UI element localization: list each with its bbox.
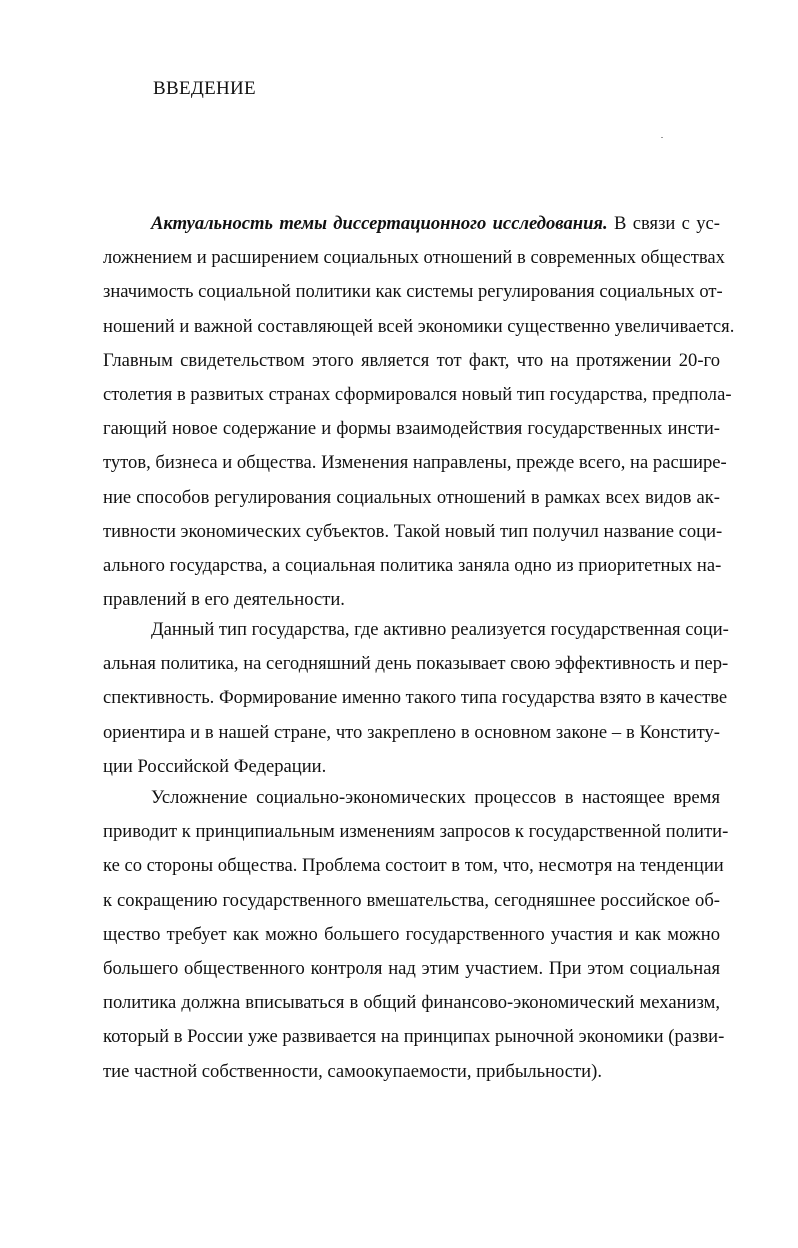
paragraph-line: тие частной собственности, самоокупаемости, прибыльности). — [103, 1060, 602, 1082]
paragraph-line: ние способов регулирования социальных отношений в рамках всех видов ак- — [103, 486, 720, 508]
paragraph-line: правлений в его деятельности. — [103, 589, 345, 611]
paragraph-line: ции Российской Федерации. — [103, 755, 327, 777]
paragraph-line: политика должна вписываться в общий финансово-экономический механизм, — [103, 992, 720, 1014]
paragraph-line: тутов, бизнеса и общества. Изменения направлены, прежде всего, на расшире- — [103, 452, 727, 474]
paragraph-line — [103, 207, 720, 241]
paragraph-state-type — [103, 613, 729, 784]
paragraph-line: Усложнение социально-экономических процессов в настоящее время — [151, 787, 720, 808]
paragraph-line: гающий новое содержание и формы взаимодействия государственных инсти- — [103, 418, 720, 440]
paragraph-line: Главным свидетельством этого является тот факт, что на протяжении 20-го — [103, 349, 720, 371]
paragraph-line: большего общественного контроля над этим участием. При этом социальная — [103, 957, 720, 979]
paragraph-line: который в России уже развивается на принципах рыночной экономики (разви- — [103, 1026, 725, 1048]
line-text: В связи с ус- — [607, 213, 721, 234]
paragraph-line: значимость социальной политики как системы регулирования социальных от- — [103, 281, 723, 303]
paragraph-relevance — [103, 207, 735, 617]
paragraph-line: тивности экономических субъектов. Такой новый тип получил название соци- — [103, 520, 723, 542]
paragraph-line: столетия в развитых странах сформировался новый тип государства, предпола- — [103, 383, 732, 405]
page-title: ВВЕДЕНИЕ — [153, 78, 256, 99]
paragraph-complexity — [103, 781, 729, 1089]
lead-in-heading: Актуальность темы диссертационного исследования. — [151, 213, 608, 234]
paragraph-line: ложнением и расширением социальных отношений в современных обществах — [103, 247, 725, 269]
paragraph-line: спективность. Формирование именно такого типа государства взято в качестве — [103, 687, 728, 709]
paragraph-line: альная политика, на сегодняшний день показывает свою эффективность и пер- — [103, 653, 729, 675]
paragraph-line: ального государства, а социальная политика заняла одно из приоритетных на- — [103, 554, 722, 576]
paragraph-line: ке со стороны общества. Проблема состоит в том, что, несмотря на тенденции — [103, 855, 724, 877]
paragraph-line: Данный тип государства, где активно реализуется государственная соци- — [151, 619, 729, 640]
paragraph-line: к сокращению государственного вмешательства, сегодняшнее российское об- — [103, 889, 720, 911]
paragraph-line: приводит к принципиальным изменениям запросов к государственной полити- — [103, 821, 729, 843]
paragraph-line: щество требует как можно большего государственного участия и как можно — [103, 923, 720, 945]
paragraph-line: ориентира и в нашей стране, что закреплено в основном законе – в Конститу- — [103, 721, 720, 743]
scan-speck — [661, 137, 663, 138]
paragraph-line: ношений и важной составляющей всей экономики существенно увеличивается. — [103, 315, 735, 337]
